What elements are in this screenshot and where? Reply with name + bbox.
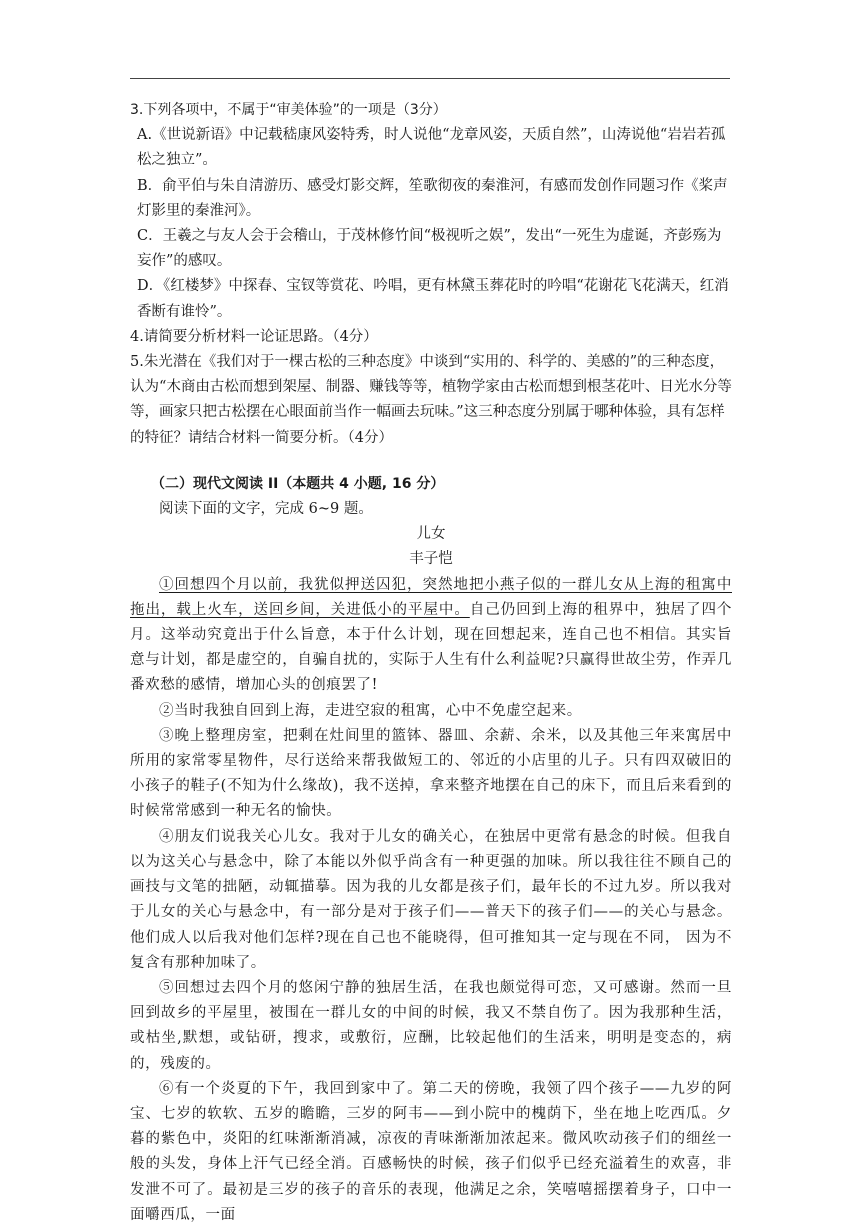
question-3-option-c: C．王羲之与友人会于会稽山，于茂林修竹间“极视听之娱”，发出“一死生为虚诞，齐彭殇为妄作”的感叹。 (137, 228, 722, 270)
article-paragraph-2: ②当时我独自回到上海，走进空寂的租寓，心中不免虚空起来。 (159, 702, 582, 719)
reading-instruction: 阅读下面的文字，完成 6~9 题。 (159, 501, 373, 518)
article-title: 儿女 (416, 526, 446, 543)
question-3-option-d: D．《红楼梦》中探春、宝钗等赏花、吟唱，更有林黛玉葬花时的吟唱“花谢花飞花满天，红消香断有谁怜”。 (137, 278, 729, 320)
question-4: 4.请简要分析材料一论证思路。（4分） (130, 328, 378, 345)
question-3-option-b: B．俞平伯与朱自清游历、感受灯影交辉，笙歌彻夜的秦淮河，有感而发创作同题习作《桨声灯影里的秦淮河》。 (137, 177, 728, 219)
article-paragraph-4: ④朋友们说我关心儿女。我对于儿女的确关心，在独居中更常有悬念的时候。但我自以为这关心与悬念中，除了本能以外似乎尚含有一种更强的加味。所以我往往不顾自己的画技与文笔的拙陋，动辄描摹。因为我的儿女都是孩子们，最年长的不过九岁。所以我对于儿女的关心与悬念中，有一部分是对于孩子们——普天下的孩子们——的关心与悬念。他们成人以后我对他们怎样?现在自己也不能晓得，但可推知其一定与现在不同， 因为不复含有那种加味了。 (130, 828, 732, 971)
article-paragraph-3: ③晚上整理房室，把剩在灶间里的篮钵、器皿、余薪、余米，以及其他三年来寓居中所用的家常零星物件，尽行送给来帮我做短工的、邻近的小店里的儿子。只有四双破旧的小孩子的鞋子(不知为什么缘故)，我不送掉，拿来整齐地摆在自己的床下，而且后来看到的时候常常感到一种无名的愉快。 (130, 727, 732, 820)
exam-page-content (130, 98, 732, 1228)
underlined-sentence: ①回想四个月以前，我犹似押送囚犯，突然地把小燕子似的一群儿女从上海的租寓中拖出，载上火车，送回乡间，关进低小的平屋中。 (130, 576, 732, 618)
article-author: 丰子恺 (409, 551, 453, 568)
question-3-option-a: A.《世说新语》中记载嵇康风姿特秀，时人说他“龙章风姿，天质自然”，山涛说他“岩岩若孤松之独立”。 (137, 127, 726, 169)
section-heading: （二）现代文阅读 II（本题共 4 小题, 16 分） (151, 475, 445, 492)
article-paragraph-1 (130, 573, 732, 699)
header-rule (130, 78, 730, 79)
question-3-stem: 3.下列各项中，不属于“审美体验”的一项是（3分） (130, 102, 447, 118)
section-gap (130, 451, 732, 472)
article-paragraph-6: ⑥有一个炎夏的下午，我回到家中了。第二天的傍晚，我领了四个孩子——九岁的阿宝、七岁的软软、五岁的瞻瞻，三岁的阿韦——到小院中的槐荫下，坐在地上吃西瓜。夕暮的紫色中，炎阳的红味渐渐消减，凉夜的青味渐渐加浓起来。微风吹动孩子们的细丝一般的头发，身体上汗气已经全消。百感畅快的时候，孩子们似乎已经充溢着生的欢喜，非发泄不可了。最初是三岁的孩子的音乐的表现，他满足之余，笑嘻嘻摇摆着身子，口中一面嚼西瓜，一面 (130, 1080, 732, 1223)
paragraph-1-rest: 自己仍回到上海的租界中，独居了四个月。这举动究竟出于什么旨意，本于什么计划，现在回想起来，连自己也不相信。其实旨意与计划，都是虚空的，自骗自扰的，实际于人生有什么利益呢?只赢得世故尘劳，作弄几番欢愁的感情，增加心头的创痕罢了! (130, 601, 732, 694)
question-5: 5.朱光潜在《我们对于一棵古松的三种态度》中谈到“实用的、科学的、美感的”的三种态度，认为“木商由古松而想到架屋、制器、赚钱等等，植物学家由古松而想到根茎花叶、日光水分等等，画家只把古松摆在心眼面前当作一幅画去玩味。”这三种态度分别属于哪种体验，具有怎样的特征？请结合材料一简要分析。（4分） (130, 354, 732, 446)
article-paragraph-5: ⑤回想过去四个月的悠闲宁静的独居生活，在我也颇觉得可恋，又可感谢。然而一旦回到故乡的平屋里，被围在一群儿女的中间的时候，我又不禁自伤了。因为我那种生活，或枯坐,默想，或钻研，搜求，或敷衍，应酬，比较起他们的生活来，明明是变态的，病的，残废的。 (130, 979, 732, 1072)
